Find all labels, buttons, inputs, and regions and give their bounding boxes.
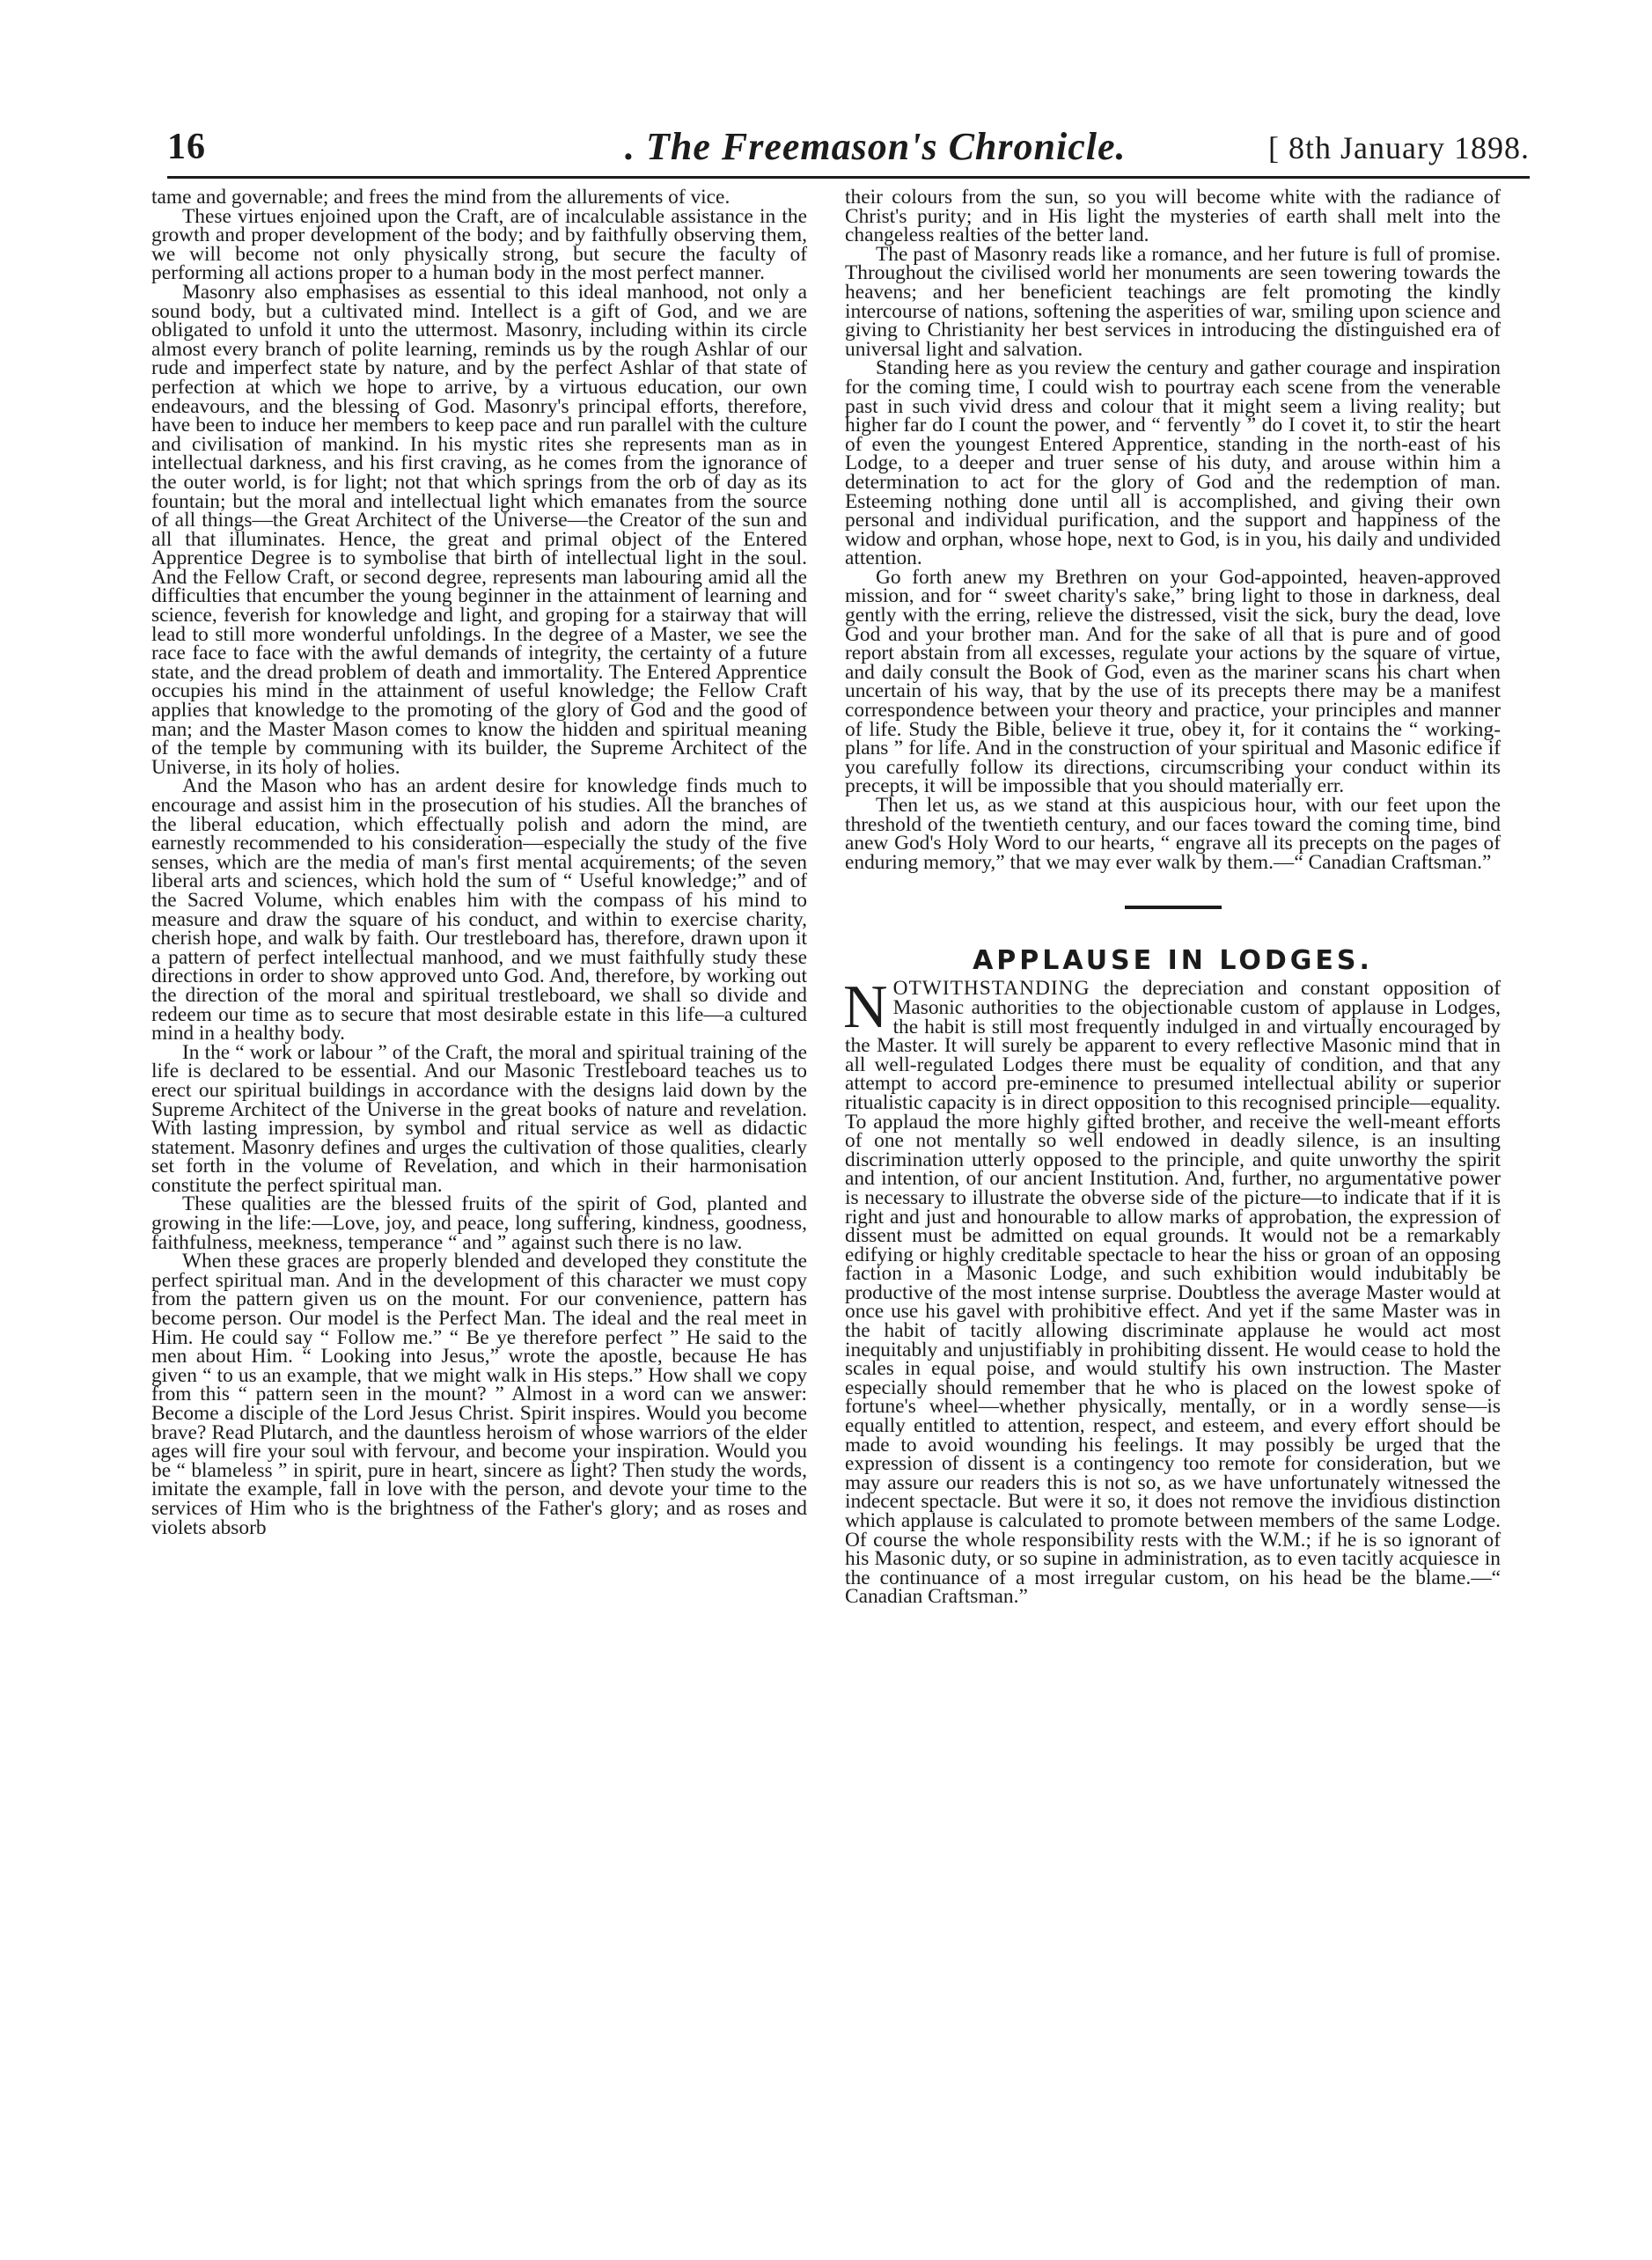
left-column — [151, 188, 807, 1537]
paragraph: In the “ work or labour ” of the Craft, the moral and spiritual training of the life is declared to be essential. And our Masonic Trestleboard teaches us to erect our spiritual buildings in accordance with the designs laid down by the Supreme Architect of the Universe in the great books of nature and revelation. With lasting impression, by symbol and ritual service as well as didactic statement. Masonry defines and urges the cultivation of those qualities, clearly set forth in the volume of Revelation, and which in their harmonisation constitute the perfect spiritual man. — [151, 1040, 807, 1197]
paragraph: And the Mason who has an ardent desire for knowledge finds much to encourage and assist him in the prosecution of his studies. All the branches of the liberal education, which effectually polish and adorn the mind, are earnestly recommended to his consideration—especially the study of the five senses, which are the media of man's first mental acquirements; of the seven liberal arts and sciences, which hold the sum of “ Useful knowledge;” and of the Sacred Volume, which enables him with the compass of his mind to measure and draw the square of his conduct, and within to exercise charity, cherish hope, and walk by faith. Our trestleboard has, therefore, drawn upon it a pattern of perfect intellectual manhood, and we must faithfully study these directions in order to show approved unto God. And, therefore, by working out the direction of the moral and spiritual trestleboard, we shall so divide and redeem our time as to secure that most desirable estate in this life—a cultured mind in a healthy body. — [151, 774, 807, 1046]
paragraph: Standing here as you review the century and gather courage and inspiration for the coming time, I could wish to pourtray each scene from the venerable past in such vivid dress and colour that it might seem a living reality; but higher far do I count the power, and “ fervently ” do I covet it, to stir the heart of even the youngest Entered Apprentice, standing in the north-east of his Lodge, to a deeper and truer sense of his duty, and arouse within him a determination to act for the glory of God and the redemption of man. Esteeming nothing done until all is accomplished, and giving their own personal and individual purification, and the support and happiness of the widow and orphan, whose hope, next to God, is in you, his daily and undivided attention. — [845, 356, 1501, 570]
journal-title: . The Freemason's Chronicle. — [625, 125, 1127, 168]
section-divider — [1125, 906, 1222, 909]
paragraph: tame and governable; and frees the mind from the allurements of vice. — [151, 186, 731, 209]
masthead-rule — [167, 176, 1530, 179]
paragraph: When these graces are properly blended and developed they constitute the perfect spiritual man. And in the development of this character we must copy from the pattern given us on the mount. For our convenience, pattern has become person. Our model is the Perfect Man. The ideal and the real meet in Him. He could say “ Follow me.” “ Be ye therefore perfect ” He said to the men about Him. “ Looking into Jesus,” wrote the apostle, because He has given “ to us an example, that we might walk in His steps.” How shall we copy from this “ pattern seen in the mount? ” Almost in a word can we answer: Become a disciple of the Lord Jesus Christ. Spirit inspires. Would you become brave? Read Plutarch, and the dauntless heroism of whose warriors of the elder ages will fire your soul with fervour, and become your inspiration. Would you be “ blameless ” in spirit, pure in heart, sincere as light? Then study the words, imitate the example, fall in love with the person, and devote your time to the services of Him who is the brightness of the Father's glory; and as roses and violets absorb — [151, 1250, 807, 1539]
paragraph: Masonry also emphasises as essential to this ideal manhood, not only a sound body, but a cultivated mind. Intellect is a gift of God, and we are obligated to unfold it unto the uttermost. Masonry, including within its circle almost every branch of polite learning, reminds us by the rough Ashlar of our rude and imperfect state by nature, and by the perfect Ashlar of that state of perfection at which we hope to arrive, by a virtuous education, our own endeavours, and the blessing of God. Masonry's principal efforts, therefore, have been to induce her members to keep pace and run parallel with the culture and civilisation of mankind. In his mystic rites she represents man as in intellectual darkness, and his first craving, as he comes from the ignorance of the outer world, is for light; not that which springs from the orb of day as its fountain; but the moral and intellectual light which emanates from the source of all things—the Great Architect of the Universe—the Creator of the sun and all that illuminates. Hence, the great and primal object of the Entered Apprentice Degree is to symbolise that birth of intellectual light in the soul. And the Fellow Craft, or second degree, represents man labouring amid all the difficulties that encumber the young beginner in the attainment of learning and science, feverish for knowledge and light, and groping for a stairway that will lead to still more wonderful unfoldings. In the degree of a Master, we see the race face to face with the awful demands of integrity, the certainty of a future state, and the dread problem of death and immortality. The Entered Apprentice occupies his mind in the attainment of useful knowledge; the Fellow Craft applies that knowledge to the promoting of the glory of God and the good of man; and the Master Mason comes to know the hidden and spiritual meaning of the temple by communing with its builder, the Supreme Architect of the Universe, in its holy of holies. — [151, 280, 807, 779]
paragraph: Then let us, as we stand at this auspicious hour, with our feet upon the threshold of the twentieth century, and our faces toward the coming time, bind anew God's Holy Word to our hearts, “ engrave all its precepts on the pages of enduring memory,” that we may ever walk by them.—“ Canadian Craftsman.” — [845, 794, 1501, 874]
article-text: the depreciation and constant opposition of Masonic authorities to the objectionable custom of applause in Lodges, the habit is still most frequently indulged in and virtually encouraged by the Master. It will surely be apparent to every reflective Masonic mind that in all well-regulated Lodges there must be equality of condition, and that any attempt to accord pre-eminence to presumed intellectual ability or superior ritualistic capacity is in direct opposition to this recognised principle—equality. To applaud the more highly gifted brother, and receive the well-meant efforts of one not mentally so well endowed in deadly silence, is an insulting discrimination utterly opposed to the principle, and quite unworthy the spirit and intention, of our ancient Institution. And, further, no argumentative power is necessary to illustrate the obverse side of the picture—to indicate that if it is right and just and honourable to allow marks of approbation, the expression of dissent must be admitted on equal grounds. It would not be a remarkably edifying or highly creditable spectacle to hear the hiss or groan of an opposing faction in a Masonic Lodge, and such exhibition would indubitably be productive of the most intense surprise. Doubtless the average Master would at once use his gavel with prohibitive effect. And yet if the same Master was in the habit of tacitly allowing discriminate applause he would act most inequitably and unjustifiably in prohibiting dissent. He would cease to hold the scales in equal poise, and would stultify his own instruction. The Master especially should remember that he who is placed on the lowest spoke of fortune's wheel—whether physically, mentally, or in a wordly sense—is equally entitled to attention, respect, and esteem, and every effort should be made to avoid wounding his feelings. It may possibly be urged that the expression of dissent is a contingency too remote for consideration, but we may assure our readers this is not so, as we have unfortunately witnessed the indecent spectacle. But were it so, it does not remove the invidious distinction which applause is calculated to promote between members of the same Lodge. Of course the whole responsibility rests with the W.M.; if he is so ignorant of his Masonic duty, or so supine in administration, as to even tacitly acquiesce in the continuance of a most irregular custom, on his head be the blame.—“ Canadian Craftsman.” — [845, 977, 1501, 1609]
drop-cap: N — [843, 973, 888, 1042]
paragraph: The past of Masonry reads like a romance, and her future is full of promise. Throughout the civilised world her monuments are seen towering towards the heavens; and her beneficient teachings are felt promoting the kindly intercourse of nations, softening the asperities of war, smiling upon science and giving to Christianity her best services in introducing the distinguished era of universal light and salvation. — [845, 242, 1501, 361]
paragraph: their colours from the sun, so you will become white with the radiance of Christ's purity; and in His light the mysteries of earth shall melt into the changeless realties of the better land. — [845, 186, 1501, 247]
opening-words: OTWITHSTANDING — [892, 977, 1090, 1001]
right-column — [845, 188, 1501, 1607]
issue-date: [ 8th January 1898. — [1268, 130, 1530, 165]
paragraph: These virtues enjoined upon the Craft, are of incalculable assistance in the growth and proper development of the body; and by faithfully observing them, we will become not only physically strong, but secure the faculty of performing all actions proper to a human body in the most perfect manner. — [151, 204, 807, 285]
page-number: 16 — [167, 127, 206, 167]
paragraph: These qualities are the blessed fruits of the spirit of God, planted and growing in the life:—Love, joy, and peace, long suffering, kindness, goodness, faithfulness, meekness, temperance “ and ” against such there is no law. — [151, 1192, 807, 1254]
article-heading: APPLAUSE IN LODGES. — [973, 945, 1373, 977]
paragraph: Go forth anew my Brethren on your God-appointed, heaven-approved mission, and for “ sweet charity's sake,” bring light to those in darkness, deal gently with the erring, relieve the distressed, visit the sick, bury the dead, love God and your brother man. And for the sake of all that is pure and of good report abstain from all excesses, regulate your actions by the square of virtue, and daily consult the Book of God, even as the mariner scans his chart when uncertain of his way, that by the use of its precepts there may be a manifest correspondence between your theory and practice, your principles and manner of life. Study the Bible, believe it true, obey it, for it contains the “ working-plans ” for life. And in the construction of your spiritual and Masonic edifice if you carefully follow its directions, circumscribing your conduct within its precepts, it will be impossible that you should materially err. — [845, 565, 1501, 798]
article-body — [843, 973, 1501, 1609]
masthead — [167, 126, 1530, 172]
